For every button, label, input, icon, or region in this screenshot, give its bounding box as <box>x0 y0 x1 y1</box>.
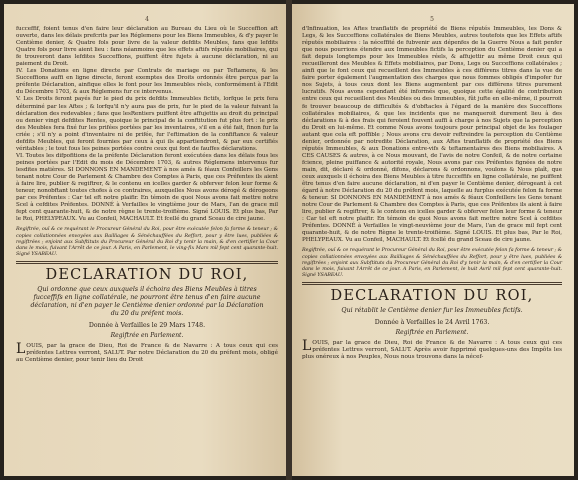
right-declaration-date: Donnée à Verfailles le 24 Avril 1763. <box>374 319 490 327</box>
right-opening-text: OUIS, par la grace de Dieu, Roi de France & de Navarre : A tous ceux qui ces préfentes Lettres verront, SALUT. Après avoir fupprimé quelques-uns des Impôts les plus onéreux à nos Peuples, Nous nous trouvons dans la nécef- <box>302 340 562 361</box>
left-registration-note: Regiftrée, ouï & ce requérant le Procureur Général du Roi, pour être exécutée felon fa forme & teneur ; & copies collationnées envoyées aux Bailliages & Sénéchauffées du Reffort, pour y être lues, publiées & regiftrées ; enjoint aux Subftituts du Procureur Général du Roi d'y tenir la main, & d'en certifier la Cour dans le mois, fuivant l'Arrêt de ce jour. A Paris, en Parlement, le ving-fix Mars mil fept cent quarante-huit. Signé YSABEAU. <box>16 226 278 258</box>
right-declaration-title: DECLARATION DU ROI, <box>330 288 534 305</box>
left-opening-text: OUIS, par la grace de Dieu, Roi de France & de Navarre : A tous ceux qui ces préfentes Lettres verront, SALUT. Par notre Déclaration du 20 du préfent mois, obligé au Centième denier, pour tenir lieu du Droit <box>16 343 278 364</box>
right-page <box>292 4 574 476</box>
left-folio: 4 <box>145 16 149 23</box>
left-declaration-date: Donnée à Verfailles le 29 Mars 1748. <box>88 322 206 330</box>
right-folio: 5 <box>430 16 434 23</box>
left-body-text: fucceffif, foient tenus d'en faire leur déclaration au Bureau du Lieu où le Succeffion aft ouverte, dans les délais prefcrits par les Réglemens pour les Biens Immeubles, & d'y payer le Centième denier, & Quatre fols pour livre de la valeur defdits Meubles, fans que lefdits Quatre fols pour livre aient lieu : fans néanmoins que les effets aftifs réputés mobiliaires, qui fe trouveront dans lefdites Succeffions, puiffent être fujets à aucune déclaration, ni au paiement du Droit. IV. Les Donations en ligne directe par Contrats de mariage ou par Teftamens, & les Succeffions auffi en ligne directe, feront exemptes des Droits ordonnés être perçus par la préfente Déclaration, ainfique elles le font pour les Immeubles réels, conformément à l'Edit du Décembre 1703, & aux Réglemens fur ce intervenus. V. Les Droits feront payés fur le pied du prix defdits Immeubles fictifs, lorfque le prix fera déterminé par les Aftes ; & lorfqu'il n'y aura pas de prix, fur le pied de la valeur fuivant la déclaration des redevables ; fans que lesRentiers puiffent être affujettis au droit du principal ou denier vingt defdites Rentes, quoique le principal de la conftitution fut plus fort : le prix des Meubles fera fixé fur les prifées portées par les inventaires, s'il en a été fait, finon fur la criée ; s'il n'y a point d'inventaire ni de prifée, fur l'eftimation de la confiftance & valeur defdits Meubles, qui feront fournies par ceux à qui ils appartiendront, & par eux certifiés véritables ; le tout fous les peines portées contre ceux qui font de fauffes déclarations. VI. Toutes les difpofitions de la préfente Déclaration feront exécutées dans les délais fous les peines portées par l'Edit du mois de Décembre 1703, & autres Réglemens intervenus fur lesdites matières. SI DONNONS EN MANDEMENT à nos amés & féaux Confeillers les Gens tenant notre Cour de Parlement & Chambre des Comptes à Paris, que ces Préfentes ils aient à faire lire, publier & regiftrer, & le contenu en icelles garder & obferver felon leur forme & teneur, nonobftant toutes chofes à ce contraires, auxquelles Nous avons dérogé & dérogeons par ces Préfentes : Car tel eft notre plaifir. En témoin de quoi Nous avons fait mettre notre Scel à cefdites Préfentes. DONNÉ à Verfailles le vingtième jour de Mars, l'an de grace mil fept cent quarante-huit, & de notre règne le trente-troifième. Signé LOUIS. Et plus bas, Par le Roi, PHELYPEAUX. Vu au Confeil, MACHAULT. Et fcellé du grand Sceau de cire jaune. <box>16 26 278 223</box>
right-opening-paragraph <box>302 340 562 361</box>
right-body-text: d'Infinuation, les Aftes tranflatifs de propriété de Biens réputés Immeubles, les Dons & Legs, & les Succeffions collatérales de Biens Meubles, autres toutefois que les Effets aftifs réputés mobiliaires : la néceffité de fubvenir aux dépenfes de la Guerre Nous a fait penfer que nous pourrions étendre aux Immeubles fictifs la perception du Centième denier qui a fait depuis longtemps pour les Immeubles réels, & affujettir au même Droit ceux qui recueilleront des Meubles & Effets mobiliaires, par Dons, Legs ou Succeffions collatérales ; ainfi que le font ceux qui recueillent des Immeubles à ces différens titres dans la vue de faire porter également l'augmentation des charges que nous fommes obligés d'impofer fur nos Sujets, à tous ceux dont les Biens augmentent par ces différens titres purement lucratifs. Nous avons cependant été informés que, quoique cette égalité de contribution entre ceux qui recueillent des Meubles ou des Immeubles, fût jufte en elle-même, il pourroit fe trouver beaucoup de difficultés & d'obftacles à l'égard de la manière des Succeffions collatérales mobiliaires, & que les incidents que ne manqueroit durement lieu à des déclarations & à des frais qui feroient fouvent auffi à charge à nos Sujets que la perception du Droit en lui-même. Et comme Nous avons toujours pour principal objet de les foulager autant que cela eft poffible ; Nous avons cru devoir reftreindre la perception du Centième denier, ordonnée par notredite Déclaration, aux Aftes tranflatifs de propriété des Biens réputés Immeubles, & aux Donations entre-vifs & teftamentaires des Biens mobiliaires. A CES CAUSES & autres, à ce Nous mouvant, de l'avis de notre Confeil, & de notre certaine fcience, pleine puiffance & autorité royale, Nous avons par ces Préfentes fignées de notre main, dit, déclaré & ordonné, difons, déclarons & ordonnons, voulons & Nous plaît, que ceux auxquels il échoira des Biens Meubles à titre fucceffifs en ligne collatérale, ne puiffent être tenus d'en faire aucune déclaration, ni d'en payer le Centième denier, dérogeant à cet égard à notre Déclaration du 20 du préfent mois, laquelle au furplus exécutée felon fa forme & teneur. SI DONNONS EN MANDEMENT à nos amés & féaux Confeillers les Gens tenant notre Cour de Parlement & Chambre des Comptes à Paris, que ces Préfentes ils aient à faire lire, publier & regiftrer, & le contenu en icelles garder & obferver felon leur forme & teneur : Car tel eft notre plaifir. En témoin de quoi Nous avons fait mettre notre Scel à cefdites Préfentes. DONNÉ à Verfailles le vingt-neuvième jour de Mars, l'an de grace mil fept cent quarante-huit, & de notre Règne le trente-troifième. Signé LOUIS. Et plus bas, Par le Roi, PHELYPEAUX. Vu au Confeil, MACHAULT. Et fcellé du grand Sceau de cire jaune. <box>302 26 562 244</box>
left-registered-note: Regiftrée en Parlement. <box>110 332 184 340</box>
right-registration-note: Regiftrée, ouï & ce requérant le Procureur Général du Roi, pour être exécutée felon fa forme & teneur ; & copies collationnées envoyées aux Bailliages & Sénéchauffées du Reffort, pour y être lues, publiées & regiftrées ; enjoint aux Subftituts du Procureur Général du Roi d'y tenir la main, & d'en certifier la Cour dans le mois, fuivant l'Arrêt de ce jour. A Paris, en Parlement, le huit Avril mil fept cent quarante-huit. Signé YSABEAU. <box>302 247 562 279</box>
left-declaration-subtitle: Qui ordonne que ceux auxquels il échoira des Biens Meubles à titres fucceffifs en ligne collatérale, ne pourront être tenus d'en faire aucune déclaration, ni d'en payer le Centième denier ordonné par la Déclaration du 20 du préfent mois. <box>30 286 264 318</box>
left-declaration-title: DECLARATION DU ROI, <box>45 267 249 284</box>
left-page <box>4 4 286 476</box>
right-divider <box>302 282 562 285</box>
right-registered-note: Regiftrée en Parlement. <box>395 329 469 337</box>
left-opening-paragraph <box>16 343 278 364</box>
left-dropcap: L <box>16 341 26 358</box>
right-declaration-subtitle: Qui rétablit le Centième denier fur les Immeubles fictifs. <box>341 307 523 315</box>
left-divider <box>16 261 278 264</box>
right-dropcap: L <box>302 338 312 355</box>
